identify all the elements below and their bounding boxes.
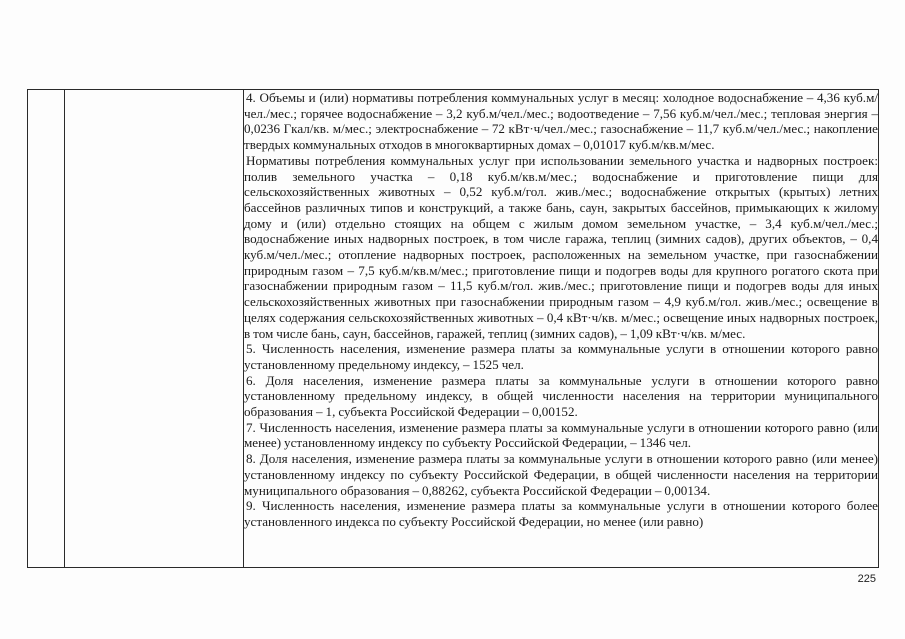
- page-number: 225: [857, 573, 876, 585]
- paragraph-7: 7. Численность населения, изменение размера платы за коммунальные услуги в отношении которого равно (или менее) установленному индексу по субъекту Российской Федерации, – 1346 чел.: [244, 419, 878, 451]
- paragraph-6: 6. Доля населения, изменение размера платы за коммунальные услуги в отношении которого равно установленному предельному индексу, в общей численности населения на территории муниципального образования – 1, субъекта Российской Федерации – 0,00152.: [244, 372, 878, 420]
- paragraph-5: 5. Численность населения, изменение размера платы за коммунальные услуги в отношении которого равно установленному предельному индексу, – 1525 чел.: [244, 341, 878, 372]
- table-row: [28, 90, 879, 568]
- paragraph-norms-land: Нормативы потребления коммунальных услуг при использовании земельного участка и надворных построек: полив земельного участка – 0,18 куб.м/кв.м/мес.; водоснабжение и приготовление пищи для сельскохозяйственных животных – 0,52 куб.м/гол. жив./мес.; водоснабжение открытых (крытых) летних бассейнов различных типов и конструкций, а также бань, саун, закрытых бассейнов, примыкающих к жилому дому и (или) отдельно стоящих на общем с жилым домом земельном участке, – 3,4 куб.м/чел./мес.; водоснабжение иных надворных построек, в том числе гаража, теплиц (зимних садов), других объектов, – 0,4 куб.м/чел./мес.; отопление надворных построек, расположенных на земельном участке, при газоснабжении природным газом – 7,5 куб.м/кв.м/мес.; приготовление пищи и подогрев воды для крупного рогатого скота при газоснабжении природным газом – 11,5 куб.м/гол. жив./мес.; приготовление пищи и подогрев воды для иных сельскохозяйственных животных при газоснабжении природным газом – 4,9 куб.м/гол. жив./мес.; освещение в целях содержания сельскохозяйственных животных – 0,4 кВт·ч/кв. м/мес.; освещение иных надворных построек, в том числе бань, саун, бассейнов, гаражей, теплиц (зимних садов), – 1,09 кВт·ч/кв. м/мес.: [244, 152, 878, 341]
- table-cell-label: [65, 90, 244, 568]
- paragraph-4: 4. Объемы и (или) нормативы потребления коммунальных услуг в месяц: холодное водоснабжение – 4,36 куб.м/чел./мес.; горячее водоснабжение – 3,2 куб.м/чел./мес.; водоотведение – 7,56 куб.м/чел./мес.; тепловая энергия – 0,0236 Гкал/кв. м/мес.; электроснабжение – 72 кВт·ч/чел./мес.; газоснабжение – 11,7 куб.м/чел./мес.; накопление твердых коммунальных отходов в многоквартирных домах – 0,01017 куб.м/кв.м/мес.: [244, 90, 878, 153]
- content-text: [244, 90, 878, 530]
- paragraph-9: 9. Численность населения, изменение размера платы за коммунальные услуги в отношении которого более установленного индекса по субъекту Российской Федерации, но менее (или равно): [244, 498, 878, 529]
- table-cell-number: [28, 90, 65, 568]
- content-table: [27, 89, 879, 568]
- paragraph-8: 8. Доля населения, изменение размера платы за коммунальные услуги в отношении которого равно (или менее) установленному индексу по субъекту Российской Федерации, в общей численности населения на территории муниципального образования – 0,88262, субъекта Российской Федерации – 0,00134.: [244, 451, 878, 498]
- table-cell-content: [244, 90, 879, 568]
